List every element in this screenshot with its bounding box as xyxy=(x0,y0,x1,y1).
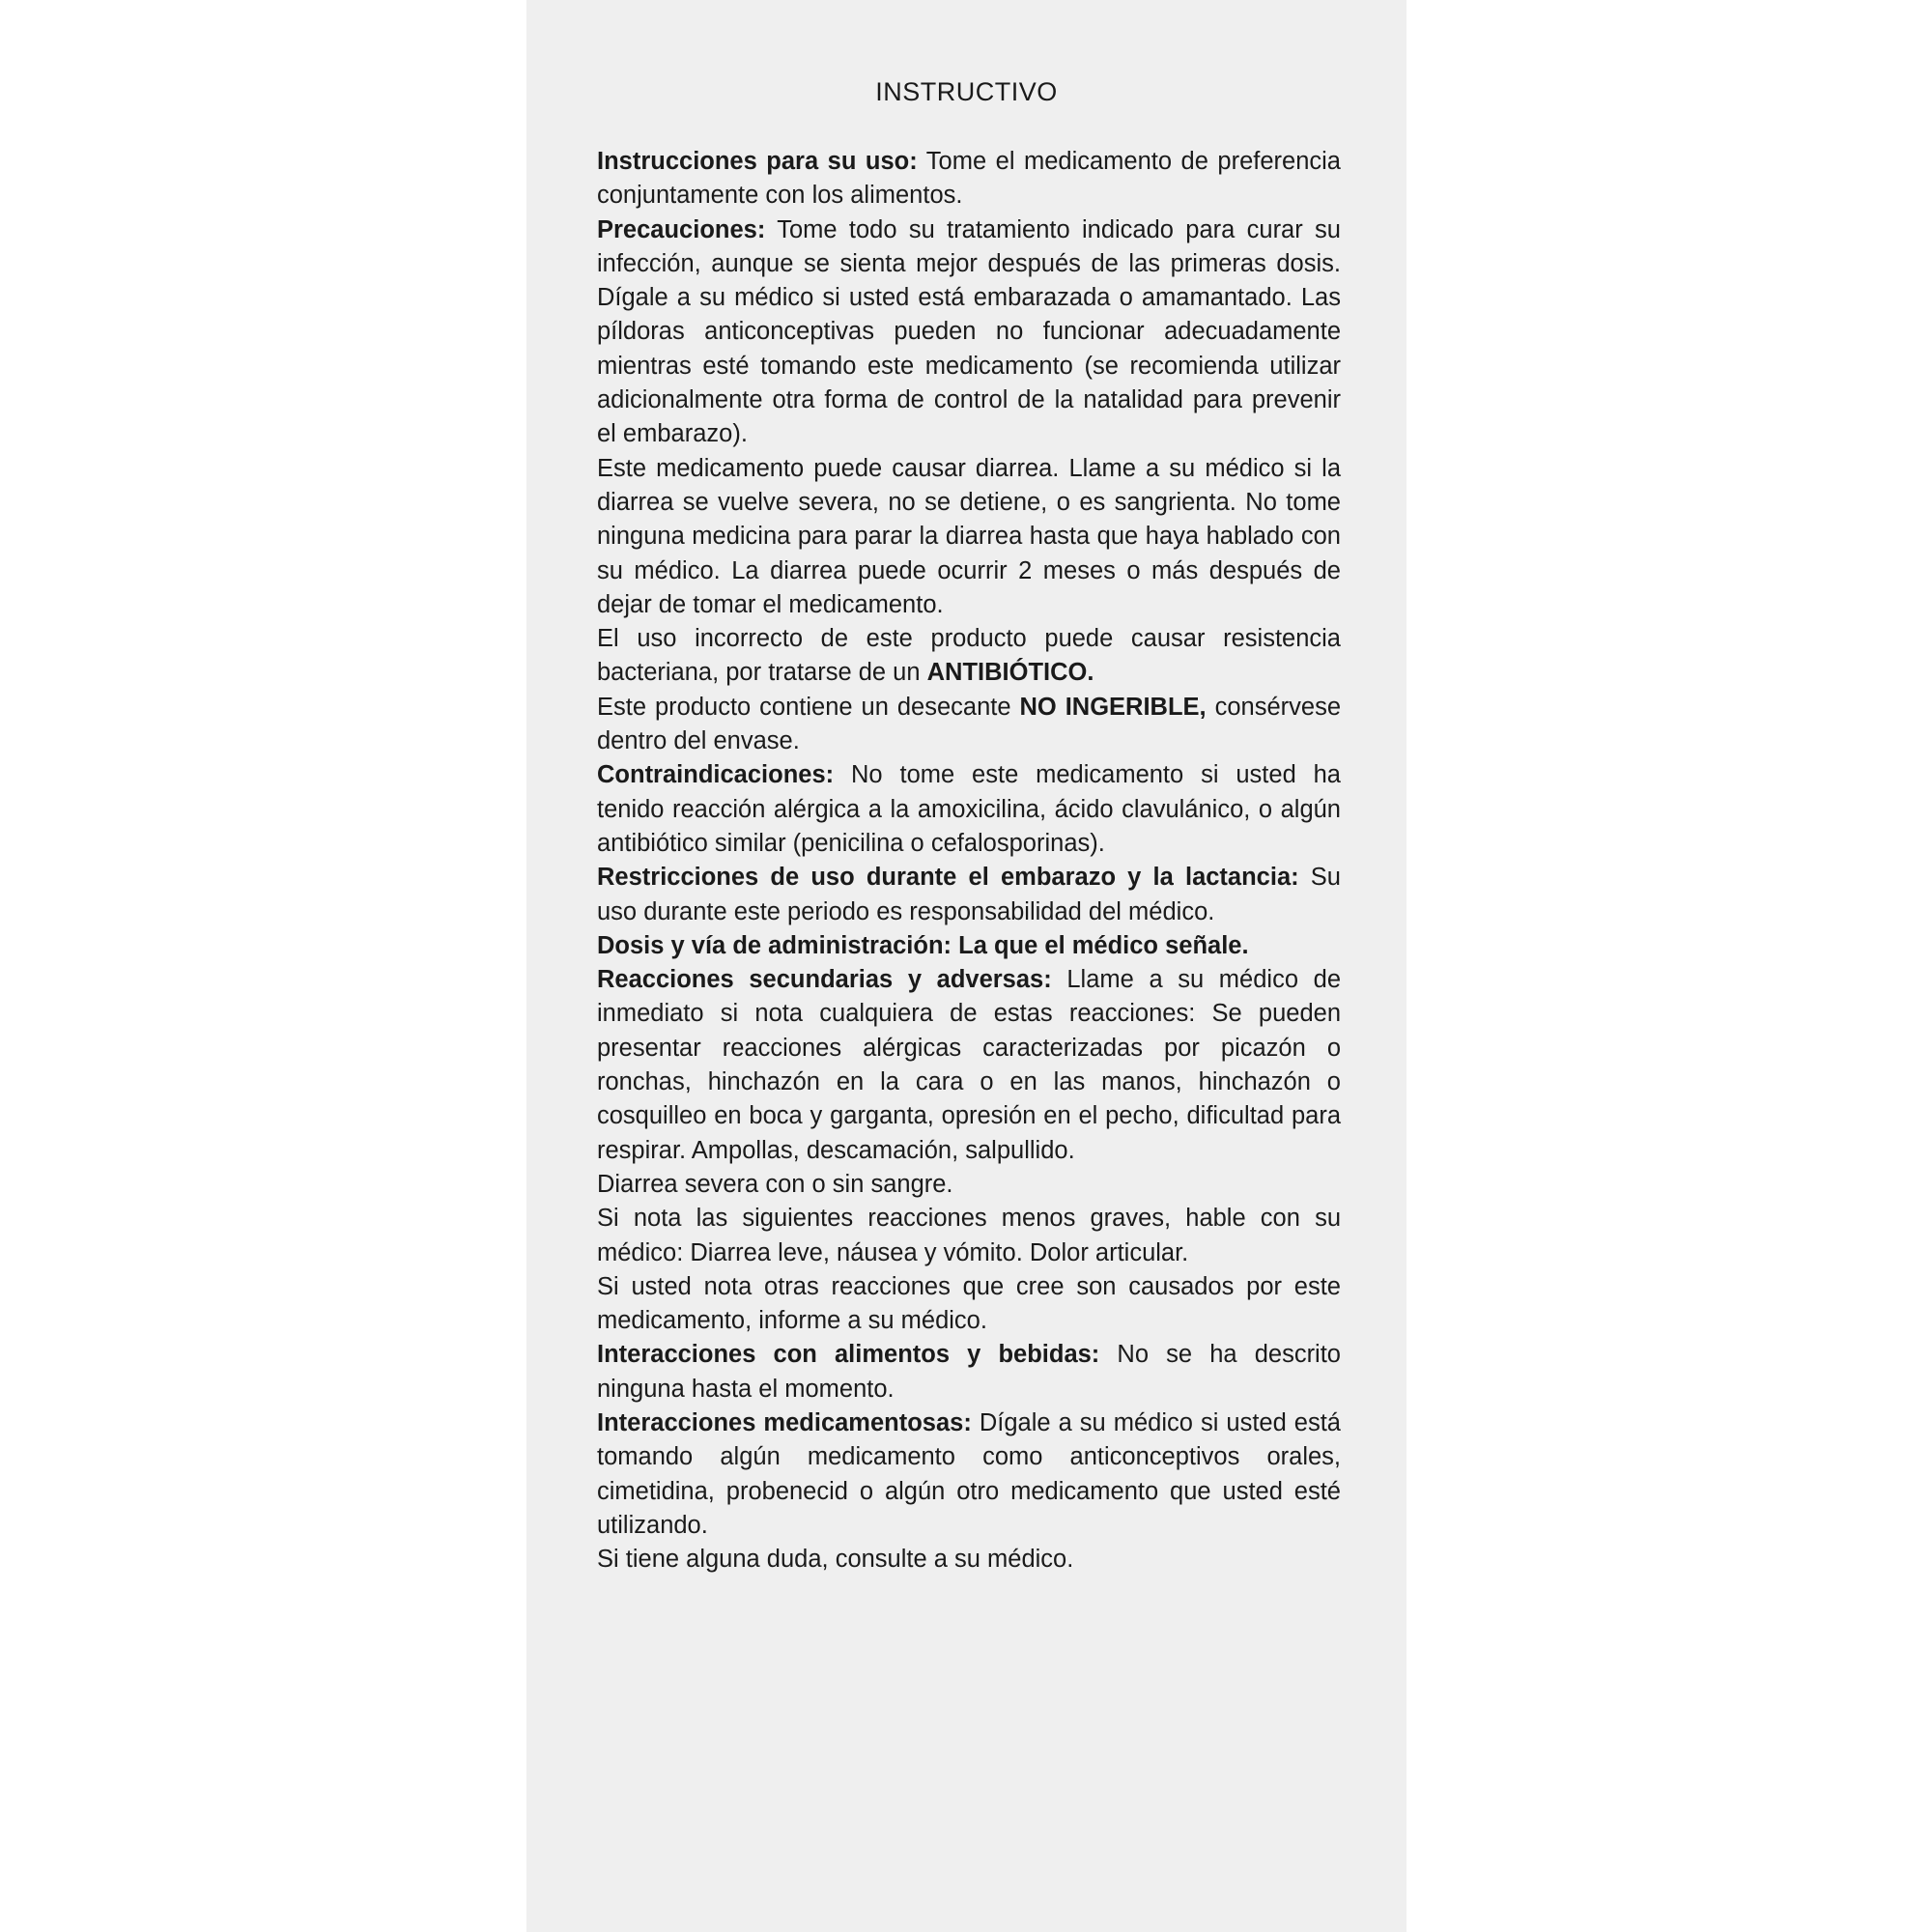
section-heading: Contraindicaciones: xyxy=(597,761,835,789)
paragraph-antibiotic-warning xyxy=(597,622,1341,691)
emphasis-text: ANTIBIÓTICO. xyxy=(926,659,1094,687)
section-text: Si tiene alguna duda, consulte a su médico. xyxy=(597,1546,1074,1574)
section-heading: Reacciones secundarias y adversas: xyxy=(597,966,1052,994)
section-text: Diarrea severa con o sin sangre. xyxy=(597,1170,953,1198)
paragraph-severe-diarrhea xyxy=(597,1168,1341,1202)
section-text: Tome todo su tratamiento indicado para curar su infección, aunque se sienta mejor después de las primeras dosis. Dígale a su médico si usted está embarazada o amamantado. Las píldoras anticonceptivas pueden no funcionar adecuadamente mientras esté tomando este medicamento (se recomienda utilizar adicionalmente otra forma de control de la natalidad para prevenir el embarazo). xyxy=(597,215,1341,448)
section-contraindications xyxy=(597,758,1341,861)
section-text: El uso incorrecto de este producto puede causar resistencia bacteriana, por tratarse de un xyxy=(597,625,1341,687)
section-heading: Dosis y vía de administración: La que el médico señale. xyxy=(597,931,1249,959)
section-dosage xyxy=(597,929,1341,963)
section-text: Dígale a su médico si usted está tomando algún medicamento como anticonceptivos orales, cimetidina, probenecid o algún otro medicamento que usted esté utilizando. xyxy=(597,1408,1341,1539)
paragraph-other-reactions xyxy=(597,1270,1341,1339)
section-text: Su uso durante este periodo es responsabilidad del médico. xyxy=(597,864,1341,925)
section-adverse-reactions xyxy=(597,963,1341,1168)
paragraph-diarrhea-warning xyxy=(597,452,1341,622)
section-usage-instructions xyxy=(597,145,1341,213)
section-text: Este producto contiene un desecante xyxy=(597,693,1020,721)
section-food-interactions xyxy=(597,1338,1341,1406)
section-pregnancy-restrictions xyxy=(597,861,1341,929)
paragraph-mild-reactions xyxy=(597,1202,1341,1270)
paragraph-closing-note xyxy=(597,1543,1341,1577)
section-text: No se ha descrito ninguna hasta el momento. xyxy=(597,1341,1341,1403)
document-title: INSTRUCTIVO xyxy=(875,77,1058,106)
instruction-leaflet xyxy=(526,0,1406,1932)
emphasis-text: NO INGERIBLE, xyxy=(1019,693,1207,721)
section-precautions xyxy=(597,213,1341,452)
section-text: Si nota las siguientes reacciones menos graves, hable con su médico: Diarrea leve, náusea y vómito. Dolor articular. xyxy=(597,1205,1341,1266)
paragraph-desiccant-warning xyxy=(597,691,1341,759)
section-heading: Restricciones de uso durante el embarazo y la lactancia: xyxy=(597,864,1299,892)
section-text: Llame a su médico de inmediato si nota cualquiera de estas reacciones: Se pueden presentar reacciones alérgicas caracterizadas por picazón o ronchas, hinchazón en la cara o en las manos, hinchazón o cosquilleo en boca y garganta, opresión en el pecho, dificultad para respirar. Ampollas, descamación, salpullido. xyxy=(597,966,1342,1164)
section-drug-interactions xyxy=(597,1406,1341,1543)
section-text: Este medicamento puede causar diarrea. Llame a su médico si la diarrea se vuelve severa, no se detiene, o es sangrienta. No tome ninguna medicina para parar la diarrea hasta que haya hablado con su médico. La diarrea puede ocurrir 2 meses o más después de dejar de tomar el medicamento. xyxy=(597,454,1341,618)
section-heading: Precauciones: xyxy=(597,215,766,243)
section-heading: Interacciones medicamentosas: xyxy=(597,1408,972,1436)
document-body xyxy=(597,145,1341,1577)
section-text: Tome el medicamento de preferencia conjuntamente con los alimentos. xyxy=(597,148,1341,210)
section-heading: Instrucciones para su uso: xyxy=(597,148,918,175)
section-text: Si usted nota otras reacciones que cree son causados por este medicamento, informe a su médico. xyxy=(597,1272,1341,1335)
section-text: No tome este medicamento si usted ha tenido reacción alérgica a la amoxicilina, ácido clavulánico, o algún antibiótico similar (penicilina o cefalosporinas). xyxy=(597,761,1341,857)
section-heading: Interacciones con alimentos y bebidas: xyxy=(597,1341,1100,1369)
section-text-after: consérvese dentro del envase. xyxy=(597,693,1341,755)
